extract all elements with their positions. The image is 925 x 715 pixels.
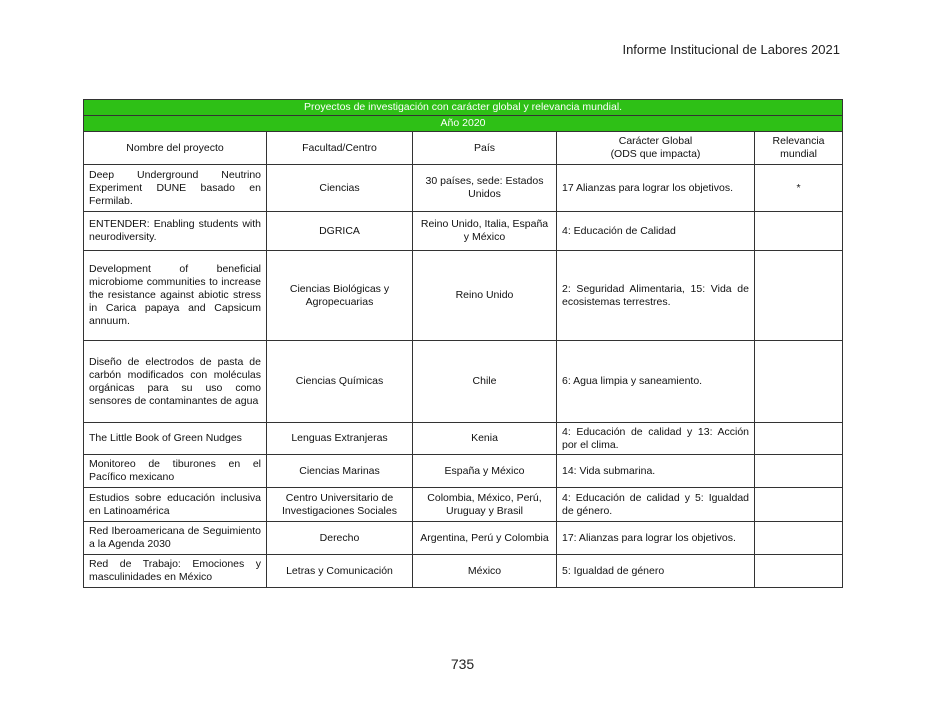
cell-country: Kenia [413,423,557,455]
cell-faculty: Letras y Comunicación [267,555,413,588]
cell-ods: 17 Alianzas para lograr los objetivos. [557,165,755,212]
cell-ods: 2: Seguridad Alimentaria, 15: Vida de ecosistemas terrestres. [557,251,755,341]
cell-country: España y México [413,455,557,488]
cell-relevance: * [755,165,843,212]
column-header-global-character: Carácter Global (ODS que impacta) [557,132,755,165]
cell-faculty: Ciencias [267,165,413,212]
cell-ods: 4: Educación de calidad y 5: Igualdad de género. [557,488,755,522]
cell-country: México [413,555,557,588]
cell-country: Reino Unido, Italia, España y México [413,212,557,251]
cell-relevance [755,341,843,423]
table-row [84,251,843,341]
table-row [84,555,843,588]
table-row [84,522,843,555]
cell-country: Reino Unido [413,251,557,341]
table-row [84,455,843,488]
cell-country: 30 países, sede: Estados Unidos [413,165,557,212]
cell-ods: 14: Vida submarina. [557,455,755,488]
cell-project-name: Estudios sobre educación inclusiva en Latinoamérica [84,488,267,522]
cell-project-name: Red de Trabajo: Emociones y masculinidades en México [84,555,267,588]
table-row [84,423,843,455]
cell-faculty: Ciencias Biológicas y Agropecuarias [267,251,413,341]
cell-faculty: Lenguas Extranjeras [267,423,413,455]
table-subtitle: Año 2020 [84,116,843,132]
projects-table [83,99,843,588]
cell-relevance [755,212,843,251]
cell-faculty: Ciencias Químicas [267,341,413,423]
table-title: Proyectos de investigación con carácter global y relevancia mundial. [84,100,843,116]
cell-country: Argentina, Perú y Colombia [413,522,557,555]
column-header-country: País [413,132,557,165]
cell-relevance [755,455,843,488]
cell-faculty: Ciencias Marinas [267,455,413,488]
table-row [84,165,843,212]
cell-project-name: Red Iberoamericana de Seguimiento a la Agenda 2030 [84,522,267,555]
cell-relevance [755,555,843,588]
running-header: Informe Institucional de Labores 2021 [622,42,840,57]
cell-project-name: The Little Book of Green Nudges [84,423,267,455]
table-row [84,212,843,251]
cell-relevance [755,488,843,522]
cell-ods: 5: Igualdad de género [557,555,755,588]
cell-country: Chile [413,341,557,423]
cell-country: Colombia, México, Perú, Uruguay y Brasil [413,488,557,522]
cell-project-name: Monitoreo de tiburones en el Pacífico mexicano [84,455,267,488]
cell-faculty: Centro Universitario de Investigaciones Sociales [267,488,413,522]
cell-ods: 4: Educación de calidad y 13: Acción por el clima. [557,423,755,455]
cell-project-name: Development of beneficial microbiome communities to increase the resistance against abiotic stress in Carica papaya and Capsicum annuum. [84,251,267,341]
cell-relevance [755,423,843,455]
column-header-project-name: Nombre del proyecto [84,132,267,165]
cell-project-name: Deep Underground Neutrino Experiment DUNE basado en Fermilab. [84,165,267,212]
cell-ods: 6: Agua limpia y saneamiento. [557,341,755,423]
table-row [84,341,843,423]
cell-project-name: Diseño de electrodos de pasta de carbón modificados con moléculas orgánicas para su uso como sensores de contaminantes de agua [84,341,267,423]
cell-ods: 4: Educación de Calidad [557,212,755,251]
column-header-global-relevance: Relevancia mundial [755,132,843,165]
table-row [84,488,843,522]
cell-relevance [755,251,843,341]
column-header-faculty: Facultad/Centro [267,132,413,165]
cell-ods: 17: Alianzas para lograr los objetivos. [557,522,755,555]
cell-faculty: DGRICA [267,212,413,251]
page-number: 735 [450,656,475,672]
cell-faculty: Derecho [267,522,413,555]
cell-project-name: ENTENDER: Enabling students with neurodiversity. [84,212,267,251]
cell-relevance [755,522,843,555]
